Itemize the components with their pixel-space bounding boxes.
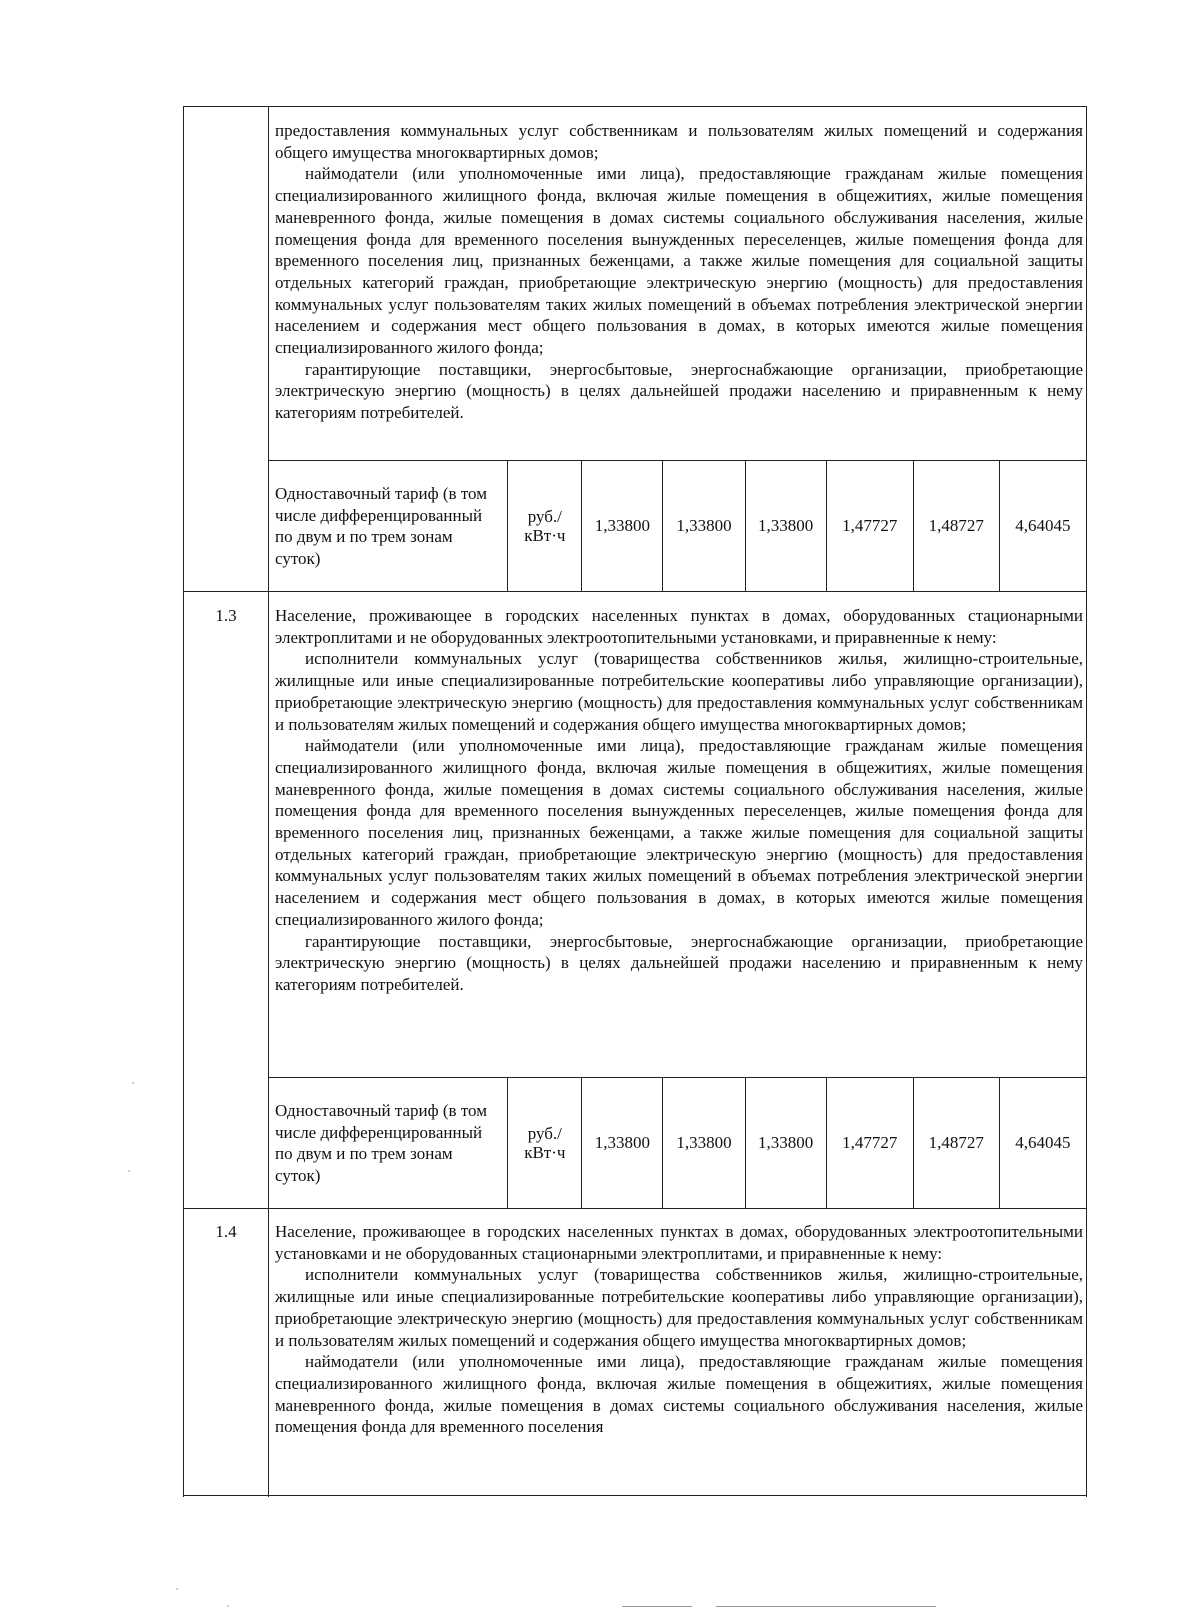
- row-number: 1.4: [215, 1222, 237, 1241]
- row-description: [275, 1221, 1083, 1438]
- tariff-value: 1,33800: [745, 1078, 826, 1209]
- tariff-value: 1,33800: [663, 461, 745, 592]
- row-description: [275, 120, 1083, 424]
- number-column-divider: [268, 106, 269, 1497]
- table-bottom-border: [183, 1495, 1087, 1496]
- row-number: 1.3: [215, 606, 237, 625]
- paragraph: Население, проживающее в городских населенных пунктах в домах, оборудованных электроотопительными установками и не оборудованных стационарными электроплитами, и приравненные к нему:: [275, 1222, 1083, 1263]
- tariff-value: 1,33800: [663, 1078, 745, 1209]
- tariff-value: 4,64045: [999, 461, 1086, 592]
- tariff-value: 1,33800: [745, 461, 826, 592]
- tariff-value: 1,33800: [582, 1078, 663, 1209]
- tariff-value: 1,47727: [826, 461, 913, 592]
- tariff-label: Одноставочный тариф (в том числе дифференцированный по двум и по трем зонам суток): [269, 461, 508, 592]
- paragraph: наймодатели (или уполномоченные ими лица), предоставляющие гражданам жилые помещения специализированного жилищного фонда, включая жилые помещения в общежитиях, жилые помещения маневренного фонда, жилые помещения в домах системы социального обслуживания населения, жилые помещения фонда для временного поселения вынужденных переселенцев, жилые помещения фонда для временного поселения лиц, признанных беженцами, а также жилые помещения для социальной защиты отдельных категорий граждан, приобретающие электрическую энергию (мощность) для предоставления коммунальных услуг пользователям таких жилых помещений в объемах потребления электрической энергии населением и содержания мест общего пользования в домах, в которых имеются жилые помещения специализированного жилого фонда;: [275, 164, 1083, 358]
- paragraph: Население, проживающее в городских населенных пунктах в домах, оборудованных стационарными электроплитами и не оборудованных электроотопительными установками, и приравненные к нему:: [275, 606, 1083, 647]
- tariff-value: 1,48727: [913, 461, 999, 592]
- scan-speck: [227, 1605, 229, 1607]
- table-top-border: [183, 106, 1087, 107]
- paragraph: гарантирующие поставщики, энергосбытовые, энергоснабжающие организации, приобретающие электрическую энергию (мощность) в целях дальнейшей продажи населению и приравненным к нему категориям потребителей.: [275, 359, 1083, 423]
- tariff-label: Одноставочный тариф (в том числе дифференцированный по двум и по трем зонам суток): [269, 1078, 508, 1209]
- paragraph: исполнители коммунальных услуг (товарищества собственников жилья, жилищно-строительные, жилищные или иные специализированные потребительские кооперативы либо управляющие организации), приобретающие электрическую энергию (мощность) для предоставления коммунальных услуг собственникам и пользователям жилых помещений и содержания общего имущества многоквартирных домов;: [275, 649, 1083, 734]
- tariff-value: 1,48727: [913, 1078, 999, 1209]
- tariff-unit: руб./ кВт·ч: [508, 1078, 582, 1209]
- scan-speck: [176, 1588, 178, 1590]
- paragraph: наймодатели (или уполномоченные ими лица), предоставляющие гражданам жилые помещения специализированного жилищного фонда, включая жилые помещения в общежитиях, жилые помещения маневренного фонда, жилые помещения в домах системы социального обслуживания населения, жилые помещения фонда для временного поселения: [275, 1352, 1083, 1437]
- tariff-unit: руб./ кВт·ч: [508, 461, 582, 592]
- scan-speck: [128, 1170, 130, 1172]
- row-description: [275, 605, 1083, 996]
- footer-line: [716, 1606, 936, 1607]
- table-row: [269, 1078, 1087, 1209]
- tariff-table: [268, 460, 1087, 592]
- tariff-value: 1,47727: [826, 1078, 913, 1209]
- scan-speck: [132, 1082, 134, 1084]
- table-row: [269, 461, 1087, 592]
- tariff-value: 4,64045: [999, 1078, 1086, 1209]
- paragraph: гарантирующие поставщики, энергосбытовые, энергоснабжающие организации, приобретающие электрическую энергию (мощность) в целях дальнейшей продажи населению и приравненным к нему категориям потребителей.: [275, 931, 1083, 994]
- paragraph: предоставления коммунальных услуг собственникам и пользователям жилых помещений и содержания общего имущества многоквартирных домов;: [275, 121, 1083, 162]
- footer-line: [622, 1606, 692, 1607]
- tariff-table: [268, 1077, 1087, 1209]
- paragraph: исполнители коммунальных услуг (товарищества собственников жилья, жилищно-строительные, жилищные или иные специализированные потребительские кооперативы либо управляющие организации), приобретающие электрическую энергию (мощность) для предоставления коммунальных услуг собственникам и пользователям жилых помещений и содержания общего имущества многоквартирных домов;: [275, 1265, 1083, 1350]
- tariff-value: 1,33800: [582, 461, 663, 592]
- paragraph: наймодатели (или уполномоченные ими лица), предоставляющие гражданам жилые помещения специализированного жилищного фонда, включая жилые помещения в общежитиях, жилые помещения маневренного фонда, жилые помещения в домах системы социального обслуживания населения, жилые помещения фонда для временного поселения вынужденных переселенцев, жилые помещения фонда для временного поселения лиц, признанных беженцами, а также жилые помещения для социальной защиты отдельных категорий граждан, приобретающие электрическую энергию (мощность) для предоставления коммунальных услуг пользователям таких жилых помещений в объемах потребления электрической энергии населением и содержания мест общего пользования в домах, в которых имеются жилые помещения специализированного жилого фонда;: [275, 736, 1083, 929]
